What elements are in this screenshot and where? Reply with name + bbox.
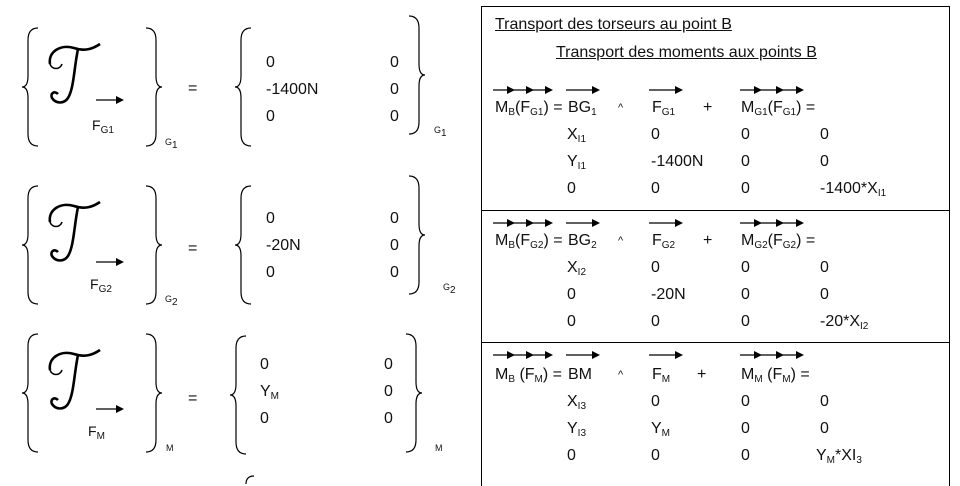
matrix-right-brace [402,332,424,454]
vector-arrow-icon [96,404,126,414]
right-brace [142,332,164,454]
block-divider [481,210,950,211]
force-vector: $F_M$ [652,366,671,385]
left-brace [20,332,42,454]
partial-brace [238,474,258,484]
panel-subtitle: Transport des moments aux points B [556,44,817,61]
matrix-cell: 0 [390,237,399,254]
vector-arrow-icon [96,257,126,267]
matrix-cell: 0 [820,420,829,437]
point-label: M [166,443,174,453]
equals-sign: = [188,80,198,97]
vector-arrow-icon [493,218,553,228]
vector-arrow-icon [493,85,553,95]
matrix-cell: $X_{I1}$ [567,126,587,145]
matrix-cell: 0 [384,356,393,373]
matrix-right-brace [405,14,427,136]
vector-arrow-icon [740,218,804,228]
matrix-cell: 0 [651,259,660,276]
position-vector: $BG_1$ [568,99,597,118]
equals-sign: = [188,390,198,407]
vector-arrow-icon [566,85,600,95]
plus-sign: + [697,366,707,383]
matrix-cell: $Y_M*XI_3$ [816,447,862,466]
matrix-cell: 0 [651,180,660,197]
point-label: $G_2$ [165,294,178,308]
plus-sign: + [703,232,713,249]
matrix-cell: $Y_M$ [651,420,671,439]
matrix-cell: $-1400*X_{I1}$ [820,180,887,199]
left-brace [20,184,42,306]
matrix-cell: 0 [390,81,399,98]
moment-lhs: $M_B(F_{G1})$ = [495,99,563,118]
matrix-cell: 0 [741,286,750,303]
vector-arrow-icon [96,95,126,105]
matrix-cell: -1400N [266,81,319,98]
point-label: $G_1$ [434,125,447,139]
matrix-cell: 0 [741,393,750,410]
force-label: $F_{G2}$ [90,276,112,295]
matrix-cell: -20N [651,286,686,303]
matrix-cell: 0 [567,313,576,330]
matrix-cell: 0 [741,313,750,330]
torsor-t-icon [44,198,104,268]
left-brace [20,26,42,148]
matrix-right-brace [405,174,427,296]
force-vector: $F_{G1}$ [652,99,676,118]
position-vector: $BG_2$ [568,232,597,251]
point-label: $G_2$ [443,282,456,296]
cross-product-sign: ^ [618,235,624,247]
moment-lhs: $M_B(F_{G2})$ = [495,232,563,251]
matrix-cell: 0 [741,126,750,143]
matrix-cell: 0 [741,259,750,276]
matrix-cell: 0 [820,286,829,303]
matrix-cell: 0 [567,180,576,197]
matrix-cell: 0 [741,420,750,437]
point-label: $G_1$ [165,137,178,151]
matrix-cell: $X_{I2}$ [567,259,587,278]
matrix-cell: 0 [651,313,660,330]
vector-arrow-icon [740,85,804,95]
cross-product-sign: ^ [618,369,624,381]
matrix-cell: 0 [384,383,393,400]
matrix-cell: 0 [651,126,660,143]
vector-arrow-icon [649,218,683,228]
matrix-cell: 0 [567,286,576,303]
moment-lhs: $M_B$ $(F_M)$ = [495,366,563,385]
matrix-cell: 0 [260,410,269,427]
force-label: $F_M$ [88,423,105,442]
matrix-cell: 0 [651,393,660,410]
torsor-t-icon [44,346,104,416]
matrix-cell: 0 [390,210,399,227]
plus-sign: + [703,99,713,116]
matrix-cell: 0 [390,264,399,281]
vector-arrow-icon [566,350,600,360]
matrix-left-brace [228,334,250,456]
matrix-cell: 0 [390,108,399,125]
moment-rhs: $M_M$ $(F_M)$ = [741,366,810,385]
matrix-cell: 0 [820,126,829,143]
matrix-cell: $Y_{I1}$ [567,153,587,172]
block-divider [481,342,950,343]
position-vector: BM [568,366,592,383]
matrix-cell: 0 [266,210,275,227]
matrix-cell: -1400N [651,153,704,170]
matrix-cell: 0 [266,108,275,125]
moment-rhs: $M_{G2}(F_{G2})$ = [741,232,816,251]
vector-arrow-icon [649,350,683,360]
matrix-cell: 0 [820,393,829,410]
matrix-cell: 0 [567,447,576,464]
matrix-left-brace [233,26,255,148]
point-label: M [435,443,443,453]
matrix-cell: 0 [741,180,750,197]
matrix-cell: $X_{I3}$ [567,393,587,412]
matrix-cell: 0 [741,153,750,170]
matrix-cell: 0 [390,54,399,71]
vector-arrow-icon [493,350,553,360]
moment-rhs: $M_{G1}(F_{G1})$ = [741,99,816,118]
panel-title: Transport des torseurs au point B [495,16,732,33]
matrix-cell: $Y_M$ [260,383,280,402]
matrix-cell: 0 [741,447,750,464]
matrix-cell: 0 [384,410,393,427]
torsor-t-icon [44,40,104,110]
matrix-cell: 0 [266,54,275,71]
matrix-cell: 0 [820,153,829,170]
matrix-left-brace [233,184,255,306]
vector-arrow-icon [566,218,600,228]
matrix-cell: 0 [820,259,829,276]
vector-arrow-icon [740,350,804,360]
cross-product-sign: ^ [618,102,624,114]
matrix-cell: $-20*X_{I2}$ [820,313,869,332]
force-label: $F_{G1}$ [92,117,114,136]
vector-arrow-icon [649,85,683,95]
equals-sign: = [188,240,198,257]
matrix-cell: 0 [266,264,275,281]
matrix-cell: $Y_{I3}$ [567,420,587,439]
force-vector: $F_{G2}$ [652,232,676,251]
matrix-cell: -20N [266,237,301,254]
right-brace [142,26,164,148]
right-brace [142,184,164,306]
matrix-cell: 0 [651,447,660,464]
matrix-cell: 0 [260,356,269,373]
